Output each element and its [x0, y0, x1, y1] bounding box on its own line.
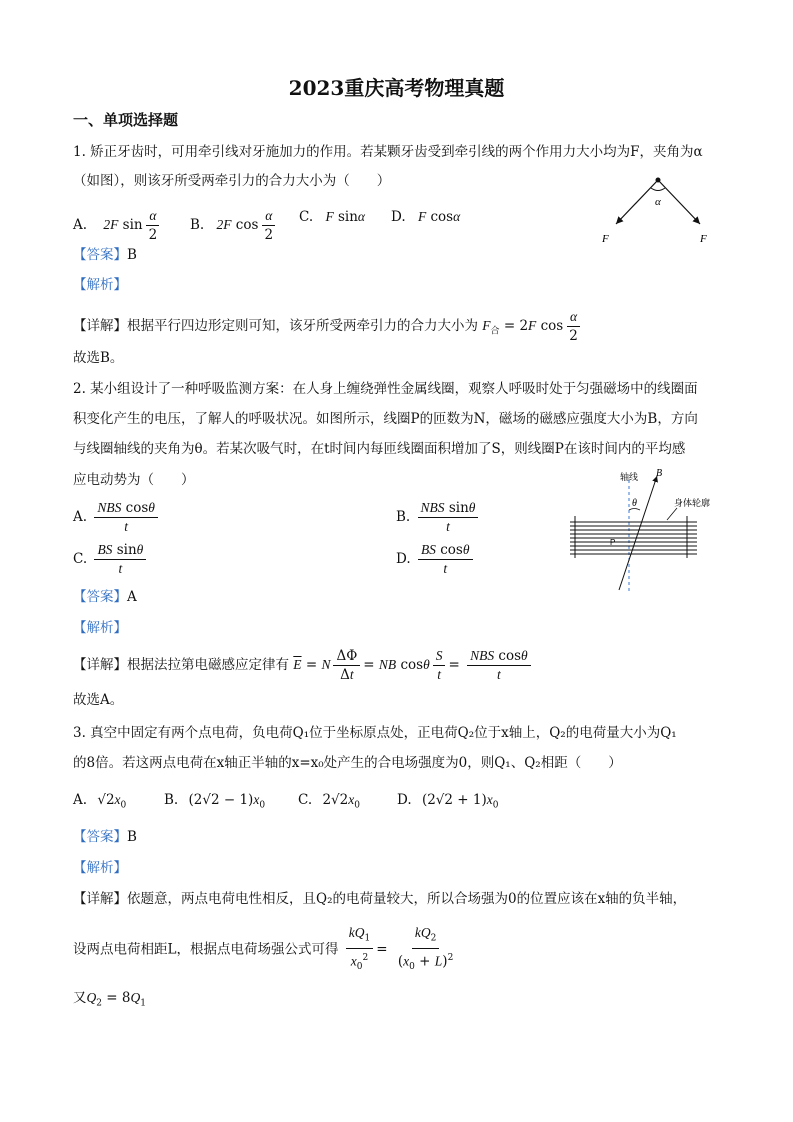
option-label: D. — [396, 551, 411, 567]
also-text: 又 — [73, 990, 87, 1006]
q2-detail: 【详解】根据法拉第电磁感应定律有 $\overline{E} = N$ $\frac{\Delta\Phi}{\Delta t}$ = NB cosθ $\frac{S}{t}$ = $\frac{\text{NBS cosθ}}{t}$ — [73, 647, 534, 684]
q3-analysis: 【解析】 — [73, 860, 127, 876]
coil-magnetic-field-diagram — [562, 466, 732, 596]
q2-stem-line1: 2. 某小组设计了一种呼吸监测方案：在人身上缠绕弹性金属线圈，观察人呼吸时处于匀强磁场中的线圈面 — [73, 381, 698, 397]
q1-stem-line2: （如图），则该牙所受两牵引力的合力大小为（ ） — [73, 173, 391, 189]
q3-stem-line1: 3. 真空中固定有两个点电荷，负电荷Q₁位于坐标原点处，正电荷Q₂位于x轴上，Q₂的电荷量大小为Q₁ — [73, 725, 677, 741]
q1-option-b: B. 2F cos $\frac{\alpha}{2}$ — [190, 207, 279, 244]
q3-answer — [73, 827, 137, 847]
q3-relation: 又$Q_2 = 8Q_1$ — [73, 990, 146, 1009]
b-field-label: B — [656, 468, 663, 479]
q2-option-a: A. $\frac{\text{NBS cosθ}}{t}$ — [73, 499, 161, 536]
option-label: D. — [397, 792, 412, 808]
detail-text: 根据平行四边形定则可知，该牙所受两牵引力的合力大小为 — [127, 318, 478, 334]
q2-option-d: D. $\frac{\text{BS cosθ}}{t}$ — [396, 541, 476, 578]
q1-option-d: D. F cosα — [391, 209, 461, 225]
q1-stem-line1: 1. 矫正牙齿时，可用牵引线对牙施加力的作用。若某颗牙齿受到牵引线的两个作用力大小均为F，夹角为α — [73, 144, 703, 160]
axis-label: 轴线 — [620, 473, 639, 483]
force-label-left: F — [602, 233, 609, 245]
q3-option-c: C. $2√2x_0$ — [298, 792, 360, 811]
detail-label: 【详解】 — [73, 318, 127, 334]
q2-conclusion: 故选A。 — [73, 692, 124, 708]
q3-detail-line1 — [73, 889, 686, 909]
answer-value: B — [127, 829, 137, 845]
option-label: C. — [298, 792, 313, 808]
coil-p-label: P — [610, 538, 616, 547]
detail-text: 设两点电荷相距L，根据点电荷场强公式可得 — [73, 941, 339, 958]
q2-option-c: C. $\frac{\text{BS sinθ}}{t}$ — [73, 541, 149, 578]
detail-text: 根据法拉第电磁感应定律有 — [127, 657, 289, 673]
q3-option-b: B. $(2√2 - 1)x_0$ — [164, 792, 266, 811]
alpha-label: α — [655, 196, 661, 208]
page-title: 2023重庆高考物理真题 — [288, 76, 505, 100]
q1-answer — [73, 245, 137, 265]
option-label: B. — [396, 509, 411, 525]
option-label: B. — [190, 217, 205, 233]
option-label: C. — [73, 551, 88, 567]
answer-value: A — [127, 589, 137, 605]
detail-label: 【详解】 — [73, 891, 127, 907]
detail-text: 依题意，两点电荷电性相反，且Q₂的电荷量较大，所以合场强为0的位置应该在x轴的负半轴， — [127, 891, 687, 907]
answer-label: 【答案】 — [73, 589, 127, 605]
q3-option-d: D. $(2√2 + 1)x_0$ — [397, 792, 499, 811]
option-label: A. — [73, 792, 88, 808]
answer-value: B — [127, 247, 137, 263]
q2-answer — [73, 587, 137, 607]
q1-option-c: C. F sinα — [299, 209, 366, 225]
option-label: A. — [73, 509, 88, 525]
section-heading: 一、单项选择题 — [73, 111, 179, 129]
option-label: C. — [299, 209, 314, 225]
force-label-right: F — [700, 233, 707, 245]
q2-stem-line2: 积变化产生的电压，了解人的呼吸状况。如图所示，线圈P的匝数为N，磁场的磁感应强度大小为B，方向 — [73, 411, 698, 427]
q3-detail-line2: 设两点电荷相距L，根据点电荷场强公式可得 $\frac{kQ_1}{x_0^2}$ = $\frac{kQ_2}{(x_0 + L)^2}$ — [73, 925, 454, 972]
answer-label: 【答案】 — [73, 247, 127, 263]
q1-analysis: 【解析】 — [73, 277, 127, 293]
q3-stem-line2: 的8倍。若这两点电荷在x轴正半轴的x=x₀处产生的合电场强度为0，则Q₁、Q₂相距（ ） — [73, 755, 622, 771]
q2-option-b: B. $\frac{\text{NBS sinθ}}{t}$ — [396, 499, 481, 536]
q1-detail: 【详解】根据平行四边形定则可知，该牙所受两牵引力的合力大小为 $F_合 = 2F$ cos $\frac{\alpha}{2}$ — [73, 308, 584, 345]
q1-conclusion: 故选B。 — [73, 350, 124, 366]
q3-option-a: A. $√2x_0$ — [73, 792, 127, 811]
option-label: A. — [73, 217, 88, 233]
theta-label: θ — [632, 498, 637, 509]
q2-stem-line3: 与线圈轴线的夹角为θ。若某次吸气时，在t时间内每匝线圈面积增加了S，则线圈P在该时间内的平均感 — [73, 441, 686, 457]
q2-stem-line4: 应电动势为（ ） — [73, 472, 195, 488]
option-label: B. — [164, 792, 179, 808]
detail-label: 【详解】 — [73, 657, 127, 673]
q1-option-a: A. 2F sin $\frac{\alpha}{2}$ — [73, 207, 163, 244]
q2-analysis: 【解析】 — [73, 620, 127, 636]
option-label: D. — [391, 209, 406, 225]
answer-label: 【答案】 — [73, 829, 127, 845]
body-outline-label: 身体轮廓 — [674, 499, 711, 509]
tooth-force-diagram — [596, 172, 721, 248]
